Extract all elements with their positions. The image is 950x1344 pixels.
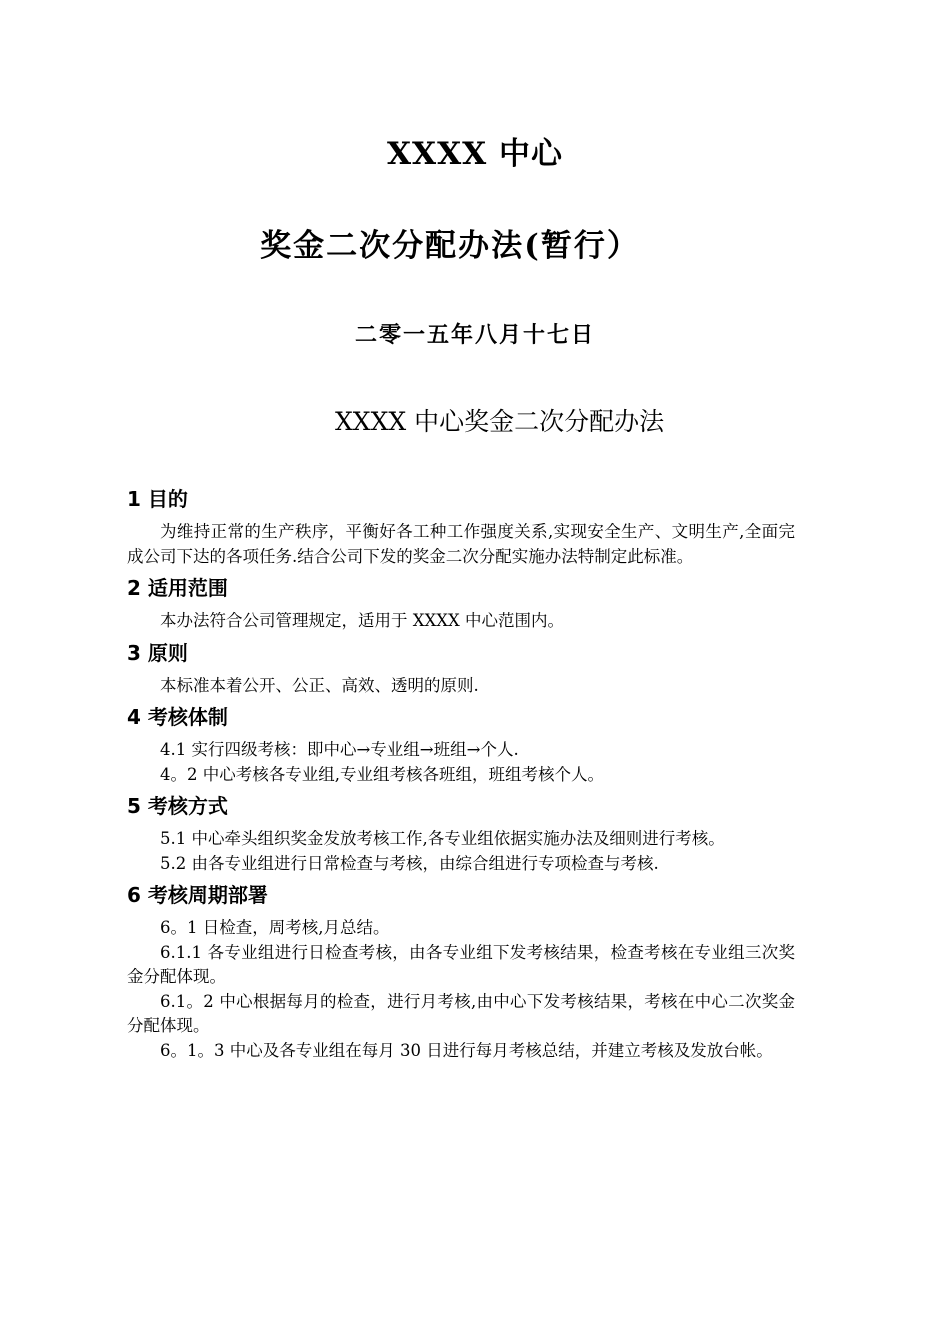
cover-subtitle: 奖金二次分配办法(暂行） <box>260 228 640 264</box>
section-assessment-system <box>127 702 795 787</box>
document-body <box>127 484 795 1063</box>
section-paragraph: 4。2 中心考核各专业组,专业组考核各班组，班组考核个人。 <box>160 764 604 784</box>
section-title: 4 考核体制 <box>127 705 228 729</box>
section-paragraph: 4.1 实行四级考核：即中心→专业组→班组→个人. <box>160 740 519 759</box>
section-scope <box>127 573 795 634</box>
section-paragraph: 6.1。2 中心根据每月的检查，进行月考核,由中心下发考核结果，考核在中心二次奖金分配体现。 <box>127 991 795 1035</box>
section-title: 2 适用范围 <box>127 576 228 600</box>
cover-date: 二零一五年八月十七日 <box>354 322 595 348</box>
section-paragraph: 6。1 日检查，周考核,月总结。 <box>160 918 390 937</box>
section-title: 6 考核周期部署 <box>127 883 268 907</box>
section-title: 1 目的 <box>127 487 188 511</box>
section-purpose <box>127 484 795 569</box>
section-paragraph: 本标准本着公开、公正、高效、透明的原则. <box>160 675 479 695</box>
section-assessment-cycle <box>127 880 795 1063</box>
section-paragraph: 5.1 中心牵头组织奖金发放考核工作,各专业组依据实施办法及细则进行考核。 <box>160 829 725 848</box>
section-paragraph: 5.2 由各专业组进行日常检查与考核，由综合组进行专项检查与考核. <box>160 853 659 873</box>
section-paragraph: 本办法符合公司管理规定，适用于 XXXX 中心范围内。 <box>160 611 564 630</box>
section-paragraph: 6。1。3 中心及各专业组在每月 30 日进行每月考核总结，并建立考核及发放台帐。 <box>160 1040 773 1060</box>
document-heading: XXXX 中心奖金二次分配办法 <box>335 407 665 436</box>
cover-title: XXXX 中心 <box>386 136 563 172</box>
section-paragraph: 6.1.1 各专业组进行日检查考核，由各专业组下发考核结果，检查考核在专业组三次奖金分配体现。 <box>127 942 795 986</box>
section-paragraph: 为维持正常的生产秩序，平衡好各工种工作强度关系,实现安全生产、文明生产,全面完成公司下达的各项任务.结合公司下发的奖金二次分配实施办法特制定此标准。 <box>127 522 795 566</box>
section-assessment-method <box>127 791 795 876</box>
section-principle <box>127 638 795 699</box>
section-title: 5 考核方式 <box>127 794 228 818</box>
section-title: 3 原则 <box>127 640 188 665</box>
